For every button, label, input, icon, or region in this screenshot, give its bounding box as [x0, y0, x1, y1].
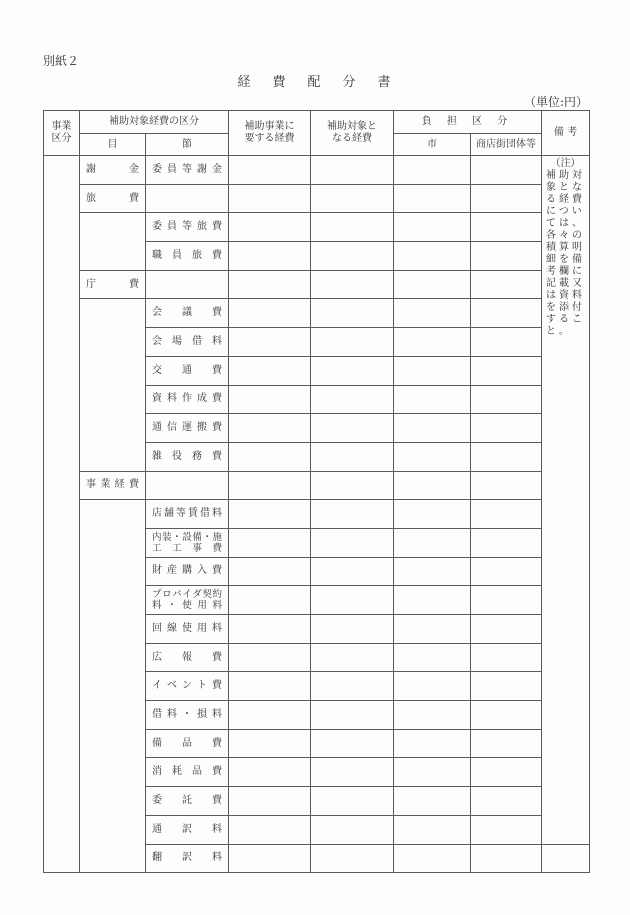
shotengai-input-cell[interactable]	[471, 385, 542, 414]
biko-note-cell	[542, 156, 590, 845]
jigyo-kubun-cell[interactable]	[44, 156, 80, 873]
shi-input-cell[interactable]	[394, 356, 471, 385]
taisho-keihi-input-cell[interactable]	[311, 758, 394, 787]
taisho-keihi-input-cell[interactable]	[311, 500, 394, 529]
yosuru-keihi-input-cell[interactable]	[229, 242, 311, 271]
header-futan-kubun: 負 担 区 分	[394, 111, 542, 134]
table-row	[44, 156, 590, 185]
setsu-cell: 消耗品費	[146, 758, 229, 787]
yosuru-keihi-input-cell[interactable]	[229, 787, 311, 816]
taisho-keihi-input-cell[interactable]	[311, 184, 394, 213]
setsu-cell: 職員旅費	[146, 242, 229, 271]
unit-label: （単位:円）	[523, 95, 588, 109]
note-text: 補助対象となる経費については、各々の積算明細を備考欄に記載又は資料を添付すること。	[546, 170, 585, 337]
setsu-cell: プロバイダ契約料・使用料	[146, 586, 229, 615]
shi-input-cell[interactable]	[394, 442, 471, 471]
shi-input-cell[interactable]	[394, 787, 471, 816]
setsu-cell: 委員等謝金	[146, 156, 229, 185]
setsu-cell	[146, 270, 229, 299]
table-row	[44, 270, 590, 299]
taisho-keihi-input-cell[interactable]	[311, 701, 394, 730]
yosuru-keihi-input-cell[interactable]	[229, 729, 311, 758]
yosuru-keihi-input-cell[interactable]	[229, 471, 311, 500]
yosuru-keihi-input-cell[interactable]	[229, 672, 311, 701]
setsu-cell: 回線使用料	[146, 615, 229, 644]
taisho-keihi-input-cell[interactable]	[311, 528, 394, 557]
table-row	[44, 184, 590, 213]
shi-input-cell[interactable]	[394, 184, 471, 213]
setsu-cell: 内装・設備・施工工事費	[146, 528, 229, 557]
taisho-keihi-input-cell[interactable]	[311, 328, 394, 357]
taisho-keihi-input-cell[interactable]	[311, 156, 394, 185]
moku-cell: 旅費	[80, 184, 146, 213]
shi-input-cell[interactable]	[394, 414, 471, 443]
taisho-keihi-input-cell[interactable]	[311, 471, 394, 500]
shi-input-cell[interactable]	[394, 557, 471, 586]
setsu-cell: 委託費	[146, 787, 229, 816]
shi-input-cell[interactable]	[394, 385, 471, 414]
moku-cell-empty	[80, 213, 146, 270]
shotengai-input-cell[interactable]	[471, 414, 542, 443]
shi-input-cell[interactable]	[394, 500, 471, 529]
taisho-keihi-input-cell[interactable]	[311, 643, 394, 672]
setsu-cell: 財産購入費	[146, 557, 229, 586]
shotengai-input-cell[interactable]	[471, 500, 542, 529]
shotengai-input-cell[interactable]	[471, 328, 542, 357]
shotengai-input-cell[interactable]	[471, 815, 542, 844]
shotengai-input-cell[interactable]	[471, 442, 542, 471]
shotengai-input-cell[interactable]	[471, 729, 542, 758]
header-jigyo-kubun: 事業区分	[44, 111, 80, 156]
shotengai-input-cell[interactable]	[471, 528, 542, 557]
shi-input-cell[interactable]	[394, 758, 471, 787]
yosuru-keihi-input-cell[interactable]	[229, 815, 311, 844]
header-hojo-kubun: 補助対象経費の区分	[80, 111, 229, 134]
yosuru-keihi-input-cell[interactable]	[229, 414, 311, 443]
shi-input-cell[interactable]	[394, 701, 471, 730]
setsu-cell: 交通費	[146, 356, 229, 385]
shi-input-cell[interactable]	[394, 528, 471, 557]
shotengai-input-cell[interactable]	[471, 156, 542, 185]
shotengai-input-cell[interactable]	[471, 184, 542, 213]
yosuru-keihi-input-cell[interactable]	[229, 442, 311, 471]
moku-cell: 庁費	[80, 270, 146, 299]
shi-input-cell[interactable]	[394, 471, 471, 500]
shi-input-cell[interactable]	[394, 299, 471, 328]
table-row	[44, 213, 590, 242]
table-row	[44, 471, 590, 500]
yosuru-keihi-input-cell[interactable]	[229, 385, 311, 414]
shi-input-cell[interactable]	[394, 729, 471, 758]
setsu-cell: 店舗等賃借料	[146, 500, 229, 529]
moku-cell: 謝金	[80, 156, 146, 185]
attachment-label: 別紙２	[43, 54, 80, 68]
setsu-cell: 広報費	[146, 643, 229, 672]
yosuru-keihi-input-cell[interactable]	[229, 643, 311, 672]
setsu-cell: 委員等旅費	[146, 213, 229, 242]
shotengai-input-cell[interactable]	[471, 270, 542, 299]
yosuru-keihi-input-cell[interactable]	[229, 758, 311, 787]
yosuru-keihi-input-cell[interactable]	[229, 528, 311, 557]
shotengai-input-cell[interactable]	[471, 242, 542, 271]
yosuru-keihi-input-cell[interactable]	[229, 356, 311, 385]
taisho-keihi-input-cell[interactable]	[311, 729, 394, 758]
taisho-keihi-input-cell[interactable]	[311, 242, 394, 271]
taisho-keihi-input-cell[interactable]	[311, 270, 394, 299]
yosuru-keihi-input-cell[interactable]	[229, 557, 311, 586]
shotengai-input-cell[interactable]	[471, 586, 542, 615]
note-heading: （注）	[550, 158, 581, 169]
yosuru-keihi-input-cell[interactable]	[229, 844, 311, 873]
setsu-cell: 備品費	[146, 729, 229, 758]
shotengai-input-cell[interactable]	[471, 615, 542, 644]
setsu-cell: 会場借料	[146, 328, 229, 357]
yosuru-keihi-input-cell[interactable]	[229, 328, 311, 357]
setsu-cell: 通訳料	[146, 815, 229, 844]
setsu-cell: 資料作成費	[146, 385, 229, 414]
shotengai-input-cell[interactable]	[471, 471, 542, 500]
taisho-keihi-input-cell[interactable]	[311, 672, 394, 701]
yosuru-keihi-input-cell[interactable]	[229, 156, 311, 185]
shotengai-input-cell[interactable]	[471, 557, 542, 586]
shi-input-cell[interactable]	[394, 270, 471, 299]
table-row	[44, 500, 590, 529]
shi-input-cell[interactable]	[394, 615, 471, 644]
shotengai-input-cell[interactable]	[471, 758, 542, 787]
shi-input-cell[interactable]	[394, 844, 471, 873]
taisho-keihi-input-cell[interactable]	[311, 213, 394, 242]
shotengai-input-cell[interactable]	[471, 643, 542, 672]
header-biko: 備 考	[542, 111, 590, 156]
moku-cell: 事業経費	[80, 471, 146, 500]
taisho-keihi-input-cell[interactable]	[311, 815, 394, 844]
expense-allocation-table	[43, 110, 590, 873]
moku-cell-empty	[80, 500, 146, 873]
shi-input-cell[interactable]	[394, 328, 471, 357]
shotengai-input-cell[interactable]	[471, 701, 542, 730]
shi-input-cell[interactable]	[394, 242, 471, 271]
taisho-keihi-input-cell[interactable]	[311, 615, 394, 644]
shotengai-input-cell[interactable]	[471, 787, 542, 816]
shotengai-input-cell[interactable]	[471, 299, 542, 328]
table-row	[44, 299, 590, 328]
yosuru-keihi-input-cell[interactable]	[229, 500, 311, 529]
yosuru-keihi-input-cell[interactable]	[229, 184, 311, 213]
shotengai-input-cell[interactable]	[471, 356, 542, 385]
document-title: 経費配分書	[237, 75, 413, 90]
shi-input-cell[interactable]	[394, 672, 471, 701]
header-setsu: 節	[146, 134, 229, 156]
setsu-cell: 雑役務費	[146, 442, 229, 471]
setsu-cell	[146, 471, 229, 500]
taisho-keihi-input-cell[interactable]	[311, 299, 394, 328]
yosuru-keihi-input-cell[interactable]	[229, 615, 311, 644]
taisho-keihi-input-cell[interactable]	[311, 414, 394, 443]
setsu-cell: 会議費	[146, 299, 229, 328]
yosuru-keihi-input-cell[interactable]	[229, 586, 311, 615]
header-yosuru-keihi: 補助事業に要する経費	[229, 111, 311, 156]
yosuru-keihi-input-cell[interactable]	[229, 299, 311, 328]
shi-input-cell[interactable]	[394, 213, 471, 242]
setsu-cell: 借料・損料	[146, 701, 229, 730]
yosuru-keihi-input-cell[interactable]	[229, 213, 311, 242]
taisho-keihi-input-cell[interactable]	[311, 787, 394, 816]
shotengai-input-cell[interactable]	[471, 672, 542, 701]
setsu-cell	[146, 184, 229, 213]
setsu-cell: 翻訳料	[146, 844, 229, 873]
taisho-keihi-input-cell[interactable]	[311, 442, 394, 471]
taisho-keihi-input-cell[interactable]	[311, 557, 394, 586]
shi-input-cell[interactable]	[394, 586, 471, 615]
taisho-keihi-input-cell[interactable]	[311, 385, 394, 414]
header-shotengai: 商店街団体等	[471, 134, 542, 156]
setsu-cell: イベント費	[146, 672, 229, 701]
shotengai-input-cell[interactable]	[471, 844, 542, 873]
shi-input-cell[interactable]	[394, 815, 471, 844]
setsu-cell: 通信運搬費	[146, 414, 229, 443]
biko-input-cell[interactable]	[542, 844, 590, 873]
taisho-keihi-input-cell[interactable]	[311, 586, 394, 615]
taisho-keihi-input-cell[interactable]	[311, 844, 394, 873]
yosuru-keihi-input-cell[interactable]	[229, 270, 311, 299]
shi-input-cell[interactable]	[394, 156, 471, 185]
header-moku: 目	[80, 134, 146, 156]
taisho-keihi-input-cell[interactable]	[311, 356, 394, 385]
yosuru-keihi-input-cell[interactable]	[229, 701, 311, 730]
moku-cell-empty	[80, 299, 146, 471]
header-shi: 市	[394, 134, 471, 156]
shi-input-cell[interactable]	[394, 643, 471, 672]
shotengai-input-cell[interactable]	[471, 213, 542, 242]
header-taisho-keihi: 補助対象となる経費	[311, 111, 394, 156]
